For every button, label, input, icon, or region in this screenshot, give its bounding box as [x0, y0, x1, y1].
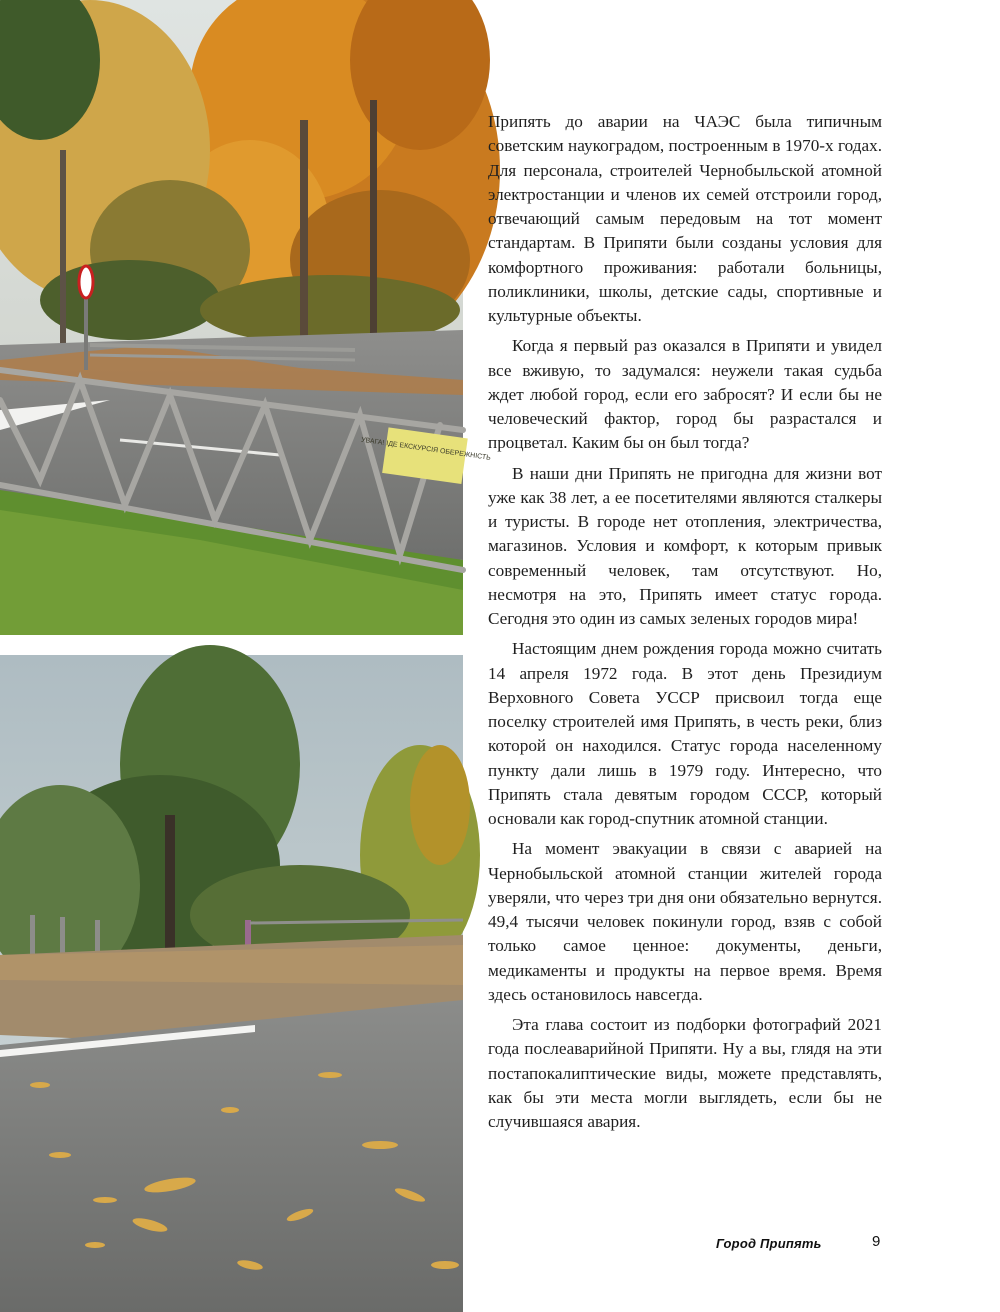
paragraph: На момент эвакуации в связи с аварией на Чернобыльской атомной станции жителей города уверяли, что через три дня они обязательно вернутся. 49,4 тысячи человек покинули город, взяв с собой только самое ценное: документы, деньги, медикаменты и продукты на первое время. Время здесь остановилось навсегда.: [488, 839, 882, 1004]
photo-road-barrier-image: [0, 0, 492, 635]
article-body: [488, 110, 882, 1140]
paragraph: В наши дни Припять не пригодна для жизни вот уже как 38 лет, а ее посетителями являются сталкеры и туристы. В городе нет отопления, электричества, магазинов. Условия и комфорт, к которым привык современный человек, там отсутствуют. Но, несмотря на это, Припять имеет статус города. Сегодня это один из самых зеленых городов мира!: [488, 463, 882, 628]
photo-road-barrier: [0, 0, 492, 635]
paragraph: Настоящим днем рождения города можно считать 14 апреля 1972 года. В этот день Президиум Верховного Совета УССР присвоил тогда еще поселку строителей имя Припять, в честь реки, близ которой он находился. Статус города населенному пункту дали лишь в 1979 году. Интересно, что Припять стала девятым городом СССР, который основали как город-спутник атомной станции.: [488, 639, 882, 828]
running-footer-title: Город Припять: [716, 1236, 822, 1251]
barrier-sign-text: УВАГА! ІДЕ ЕКСКУРСІЯ ОБЕРЕЖНІСТЬ: [360, 436, 492, 462]
photo-asphalt-road: [0, 655, 463, 1312]
paragraph: Эта глава состоит из подборки фотографий 2021 года послеаварийной Припяти. Ну а вы, глядя на эти постапокалиптические виды, можете представлять, как бы эти места могли выглядеть, если бы не случившаяся авария.: [488, 1015, 882, 1131]
paragraph: Припять до аварии на ЧАЭС была типичным советским наукоградом, построенным в 1970-х годах. Для персонала, строителей Чернобыльской атомной электростанции и членов их семей отстроили город, отвечающий самым передовым на тот момент стандартам. В Припяти были созданы условия для комфортного проживания: работали больницы, поликлиники, школы, детские сады, спортивные и культурные объекты.: [488, 112, 882, 325]
paragraph: Когда я первый раз оказался в Припяти и увидел все вживую, то задумался: неужели такая судьба ждет любой город, если его забросят? И если бы не человеческий фактор, город бы разрастался и процветал. Каким бы он был тогда?: [488, 336, 882, 453]
photo-asphalt-road-image: [0, 655, 463, 1312]
page-number: 9: [872, 1233, 881, 1250]
